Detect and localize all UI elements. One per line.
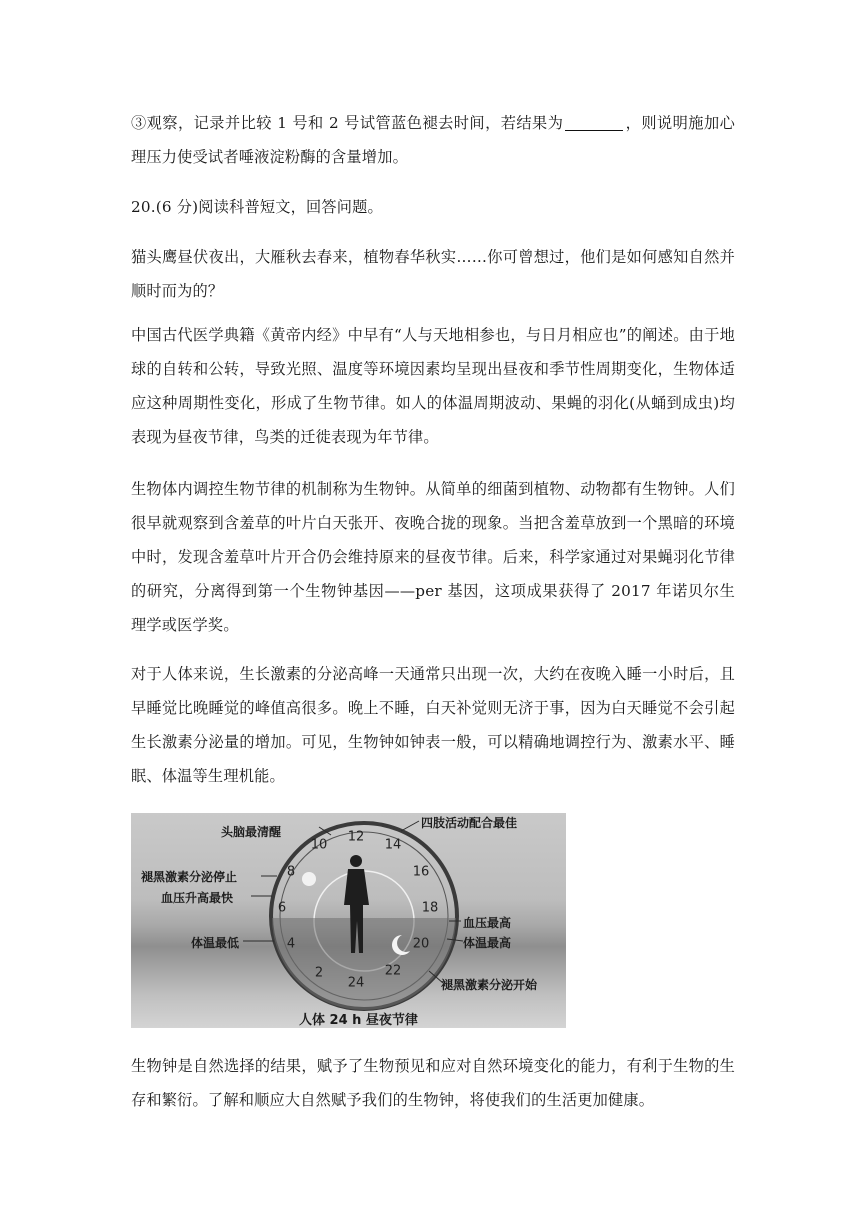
clock-hour-10: 10 [310, 837, 328, 853]
clock-hour-14: 14 [384, 837, 402, 853]
clock-hour-24: 24 [347, 975, 365, 991]
label-melatonin-stop: 褪黑激素分泌停止 [141, 870, 238, 884]
label-bp-high: 血压最高 [463, 916, 512, 930]
clock-hour-16: 16 [412, 864, 430, 880]
question-heading: 20.(6 分)阅读科普短文，回答问题。 [131, 198, 383, 216]
answer-blank[interactable] [565, 114, 623, 131]
label-temp-low: 体温最低 [191, 936, 240, 950]
label-head-clear: 头脑最清醒 [221, 825, 282, 839]
label-temp-high: 体温最高 [463, 936, 512, 950]
label-melatonin-start: 褪黑激素分泌开始 [441, 978, 538, 992]
paragraph-biological-clock: 生物体内调控生物节律的机制称为生物钟。从简单的细菌到植物、动物都有生物钟。人们很早就观察到含羞草的叶片白天张开、夜晚合拢的现象。当把含羞草放到一个黑暗的环境中时，发现含羞草叶片开合仍会维持原来的昼夜节律。后来，科学家通过对果蝇羽化节律的研究，分离得到第一个生物钟基因——per 基因，这项成果获得了 2017 年诺贝尔生理学或医学奖。 [131, 480, 735, 634]
clock-hour-8: 8 [286, 864, 296, 880]
clock-hour-18: 18 [421, 900, 439, 916]
observation-text: ③观察，记录并比较 1 号和 2 号试管蓝色褪去时间，若结果为 [131, 114, 564, 132]
clock-hour-6: 6 [277, 900, 287, 916]
figure-caption: 人体 24 h 昼夜节律 [299, 1013, 418, 1028]
paragraph-intro: 猫头鹰昼伏夜出，大雁秋去春来，植物春华秋实……你可曾想过，他们是如何感知自然并顺时而为的？ [131, 248, 735, 300]
label-bp-rise: 血压升高最快 [161, 891, 234, 905]
paragraph-growth-hormone: 对于人体来说，生长激素的分泌高峰一天通常只出现一次，大约在夜晚入睡一小时后，且早睡觉比晚睡觉的峰值高很多。晚上不睡，白天补觉则无济于事，因为白天睡觉不会引起生长激素分泌量的增加。可见，生物钟如钟表一般，可以精确地调控行为、激素水平、睡眠、体温等生理机能。 [131, 665, 735, 785]
clock-hour-2: 2 [314, 965, 324, 981]
label-limbs: 四肢活动配合最佳 [421, 816, 518, 830]
clock-hour-4: 4 [286, 936, 296, 952]
circadian-rhythm-figure [131, 813, 566, 1028]
clock-hour-12: 12 [347, 829, 365, 845]
paragraph-huangdi: 中国古代医学典籍《黄帝内经》中早有“人与天地相参也，与日月相应也”的阐述。由于地球的自转和公转，导致光照、温度等环境因素均呈现出昼夜和季节性周期变化，生物体适应这种周期性变化，形成了生物节律。如人的体温周期波动、果蝇的羽化(从蛹到成虫)均表现为昼夜节律，鸟类的迁徙表现为年节律。 [131, 326, 735, 446]
paragraph-conclusion: 生物钟是自然选择的结果，赋予了生物预见和应对自然环境变化的能力，有利于生物的生存和繁衍。了解和顺应大自然赋予我们的生物钟，将使我们的生活更加健康。 [131, 1057, 735, 1109]
clock-hour-22: 22 [384, 963, 402, 979]
observation-text-end: ，则说明施加心理压力使受试者唾液淀粉酶的含量增加。 [131, 114, 735, 166]
clock-hour-20: 20 [412, 936, 430, 952]
paragraph-observation [131, 106, 735, 174]
